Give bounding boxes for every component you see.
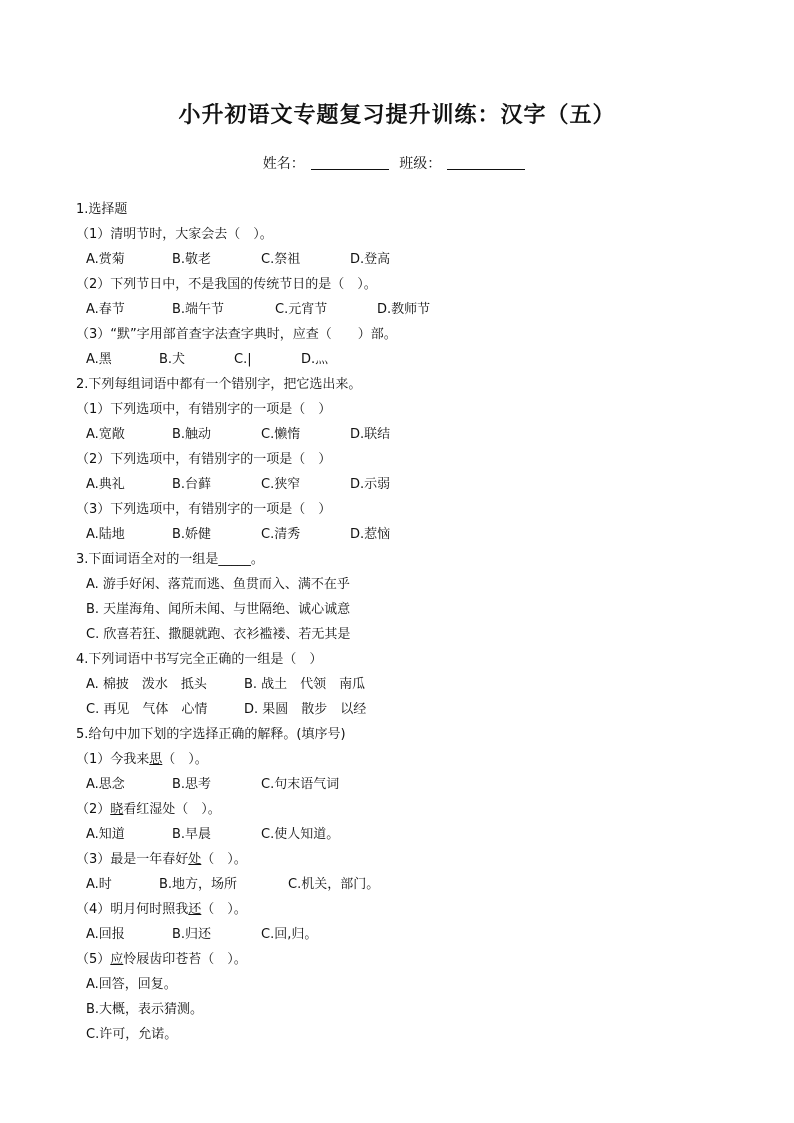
- option[interactable]: D.登高: [350, 252, 391, 267]
- option[interactable]: C.句末语气词: [261, 777, 340, 792]
- q3-heading: 3.下面词语全对的一组是_____。: [76, 552, 264, 567]
- q1-s2-options: [76, 297, 736, 322]
- option[interactable]: D.教师节: [377, 302, 431, 317]
- q2-s2-stem: （2）下列选项中，有错别字的一项是（ ）: [76, 452, 332, 467]
- q1-heading: 1.选择题: [76, 202, 128, 217]
- class-label: 班级：: [399, 156, 442, 172]
- option[interactable]: D.惹恼: [350, 527, 391, 542]
- option[interactable]: C.使人知道。: [261, 827, 340, 842]
- stem-text: （1）今我来: [76, 752, 150, 767]
- class-blank[interactable]: [447, 155, 525, 170]
- option[interactable]: A.典礼: [86, 477, 125, 492]
- q2-s3-stem: （3）下列选项中，有错别字的一项是（ ）: [76, 502, 332, 517]
- q2-s1-options: [76, 422, 736, 447]
- q1-s2-stem: （2）下列节日中，不是我国的传统节日的是（ ）。: [76, 277, 377, 292]
- stem-text: （ ）。: [201, 902, 247, 917]
- q3-option-c[interactable]: C. 欣喜若狂、撒腿就跑、衣衫褴褛、若无其是: [86, 627, 351, 642]
- stem-text: 看红湿处（ ）。: [123, 802, 221, 817]
- option[interactable]: A.赏菊: [86, 252, 125, 267]
- q5-s3-options: [76, 872, 736, 897]
- name-blank[interactable]: [311, 155, 389, 170]
- option[interactable]: B. 战土 代领 南瓜: [244, 677, 366, 692]
- q5-s1-options: [76, 772, 736, 797]
- stem-text: （ ）。: [162, 752, 208, 767]
- option[interactable]: A.回报: [86, 927, 125, 942]
- option[interactable]: D.示弱: [350, 477, 391, 492]
- option[interactable]: A.宽敞: [86, 427, 125, 442]
- option[interactable]: B.触动: [172, 427, 212, 442]
- option[interactable]: A.黑: [86, 352, 112, 367]
- q5-s5-option-a[interactable]: A.回答，回复。: [86, 977, 177, 992]
- stem-text: （ ）。: [201, 852, 247, 867]
- q5-s5-option-c[interactable]: C.许可，允诺。: [86, 1027, 178, 1042]
- stem-text: （4）明月何时照我: [76, 902, 189, 917]
- stem-text: （3）最是一年春好: [76, 852, 189, 867]
- option[interactable]: B.犬: [159, 352, 186, 367]
- underlined-char: 还: [188, 902, 202, 917]
- student-info: [0, 153, 794, 173]
- option[interactable]: B.台藓: [172, 477, 212, 492]
- q4-options-row1: [76, 672, 736, 697]
- q2-heading: 2.下列每组词语中都有一个错别字，把它选出来。: [76, 377, 362, 392]
- q5-s5-stem: [76, 947, 736, 972]
- q5-s5-option-b[interactable]: B.大概，表示猜测。: [86, 1002, 204, 1017]
- option[interactable]: B.归还: [172, 927, 212, 942]
- q1-s1-stem: （1）清明节时，大家会去（ ）。: [76, 227, 273, 242]
- q5-s2-options: [76, 822, 736, 847]
- option[interactable]: D.联结: [350, 427, 391, 442]
- q4-heading: 4.下列词语中书写完全正确的一组是（ ）: [76, 652, 323, 667]
- option[interactable]: C.回,归。: [261, 927, 318, 942]
- q3-option-b[interactable]: B. 天崖海角、闻所未闻、与世隔绝、诚心诚意: [86, 602, 351, 617]
- option[interactable]: B.端午节: [172, 302, 225, 317]
- question-list: [76, 197, 736, 1047]
- option[interactable]: C. 再见 气体 心情: [86, 702, 208, 717]
- option[interactable]: A. 棉披 泼水 抵头: [86, 677, 207, 692]
- q5-s4-stem: [76, 897, 736, 922]
- page-title: 小升初语文专题复习提升训练：汉字（五）: [178, 102, 616, 128]
- underlined-char: 思: [149, 752, 163, 767]
- option[interactable]: B.敬老: [172, 252, 212, 267]
- option[interactable]: A.时: [86, 877, 112, 892]
- underlined-char: 晓: [110, 802, 124, 817]
- q5-s1-stem: [76, 747, 736, 772]
- option[interactable]: C.狭窄: [261, 477, 301, 492]
- q5-heading: 5.给句中加下划的字选择正确的解释。(填序号): [76, 727, 346, 742]
- stem-text: 怜屐齿印苍苔（ ）。: [123, 952, 247, 967]
- option[interactable]: A.思念: [86, 777, 125, 792]
- option[interactable]: B.思考: [172, 777, 212, 792]
- option[interactable]: C.懒惰: [261, 427, 301, 442]
- option[interactable]: C.祭祖: [261, 252, 301, 267]
- option[interactable]: B.娇健: [172, 527, 212, 542]
- option[interactable]: C.机关，部门。: [288, 877, 380, 892]
- option[interactable]: A.春节: [86, 302, 125, 317]
- option[interactable]: D. 果圆 散步 以经: [244, 702, 367, 717]
- q1-s3-stem: （3）“默”字用部首查字法查字典时，应查（ ）部。: [76, 327, 397, 342]
- q2-s2-options: [76, 472, 736, 497]
- underlined-char: 应: [110, 952, 124, 967]
- stem-text: （2）: [76, 802, 111, 817]
- stem-text: （5）: [76, 952, 111, 967]
- q2-s1-stem: （1）下列选项中，有错别字的一项是（ ）: [76, 402, 332, 417]
- option[interactable]: C.清秀: [261, 527, 301, 542]
- q1-s3-options: [76, 347, 736, 372]
- option[interactable]: D.灬: [301, 352, 329, 367]
- option[interactable]: A.陆地: [86, 527, 125, 542]
- option[interactable]: B.地方，场所: [159, 877, 238, 892]
- q5-s4-options: [76, 922, 736, 947]
- q2-s3-options: [76, 522, 736, 547]
- option[interactable]: B.早晨: [172, 827, 212, 842]
- option[interactable]: C.|: [234, 352, 252, 367]
- q5-s3-stem: [76, 847, 736, 872]
- q3-option-a[interactable]: A. 游手好闲、落荒而逃、鱼贯而入、满不在乎: [86, 577, 350, 592]
- option[interactable]: A.知道: [86, 827, 125, 842]
- underlined-char: 处: [188, 852, 202, 867]
- q1-s1-options: [76, 247, 736, 272]
- name-label: 姓名：: [262, 156, 305, 172]
- option[interactable]: C.元宵节: [275, 302, 328, 317]
- q5-s2-stem: [76, 797, 736, 822]
- q4-options-row2: [76, 697, 736, 722]
